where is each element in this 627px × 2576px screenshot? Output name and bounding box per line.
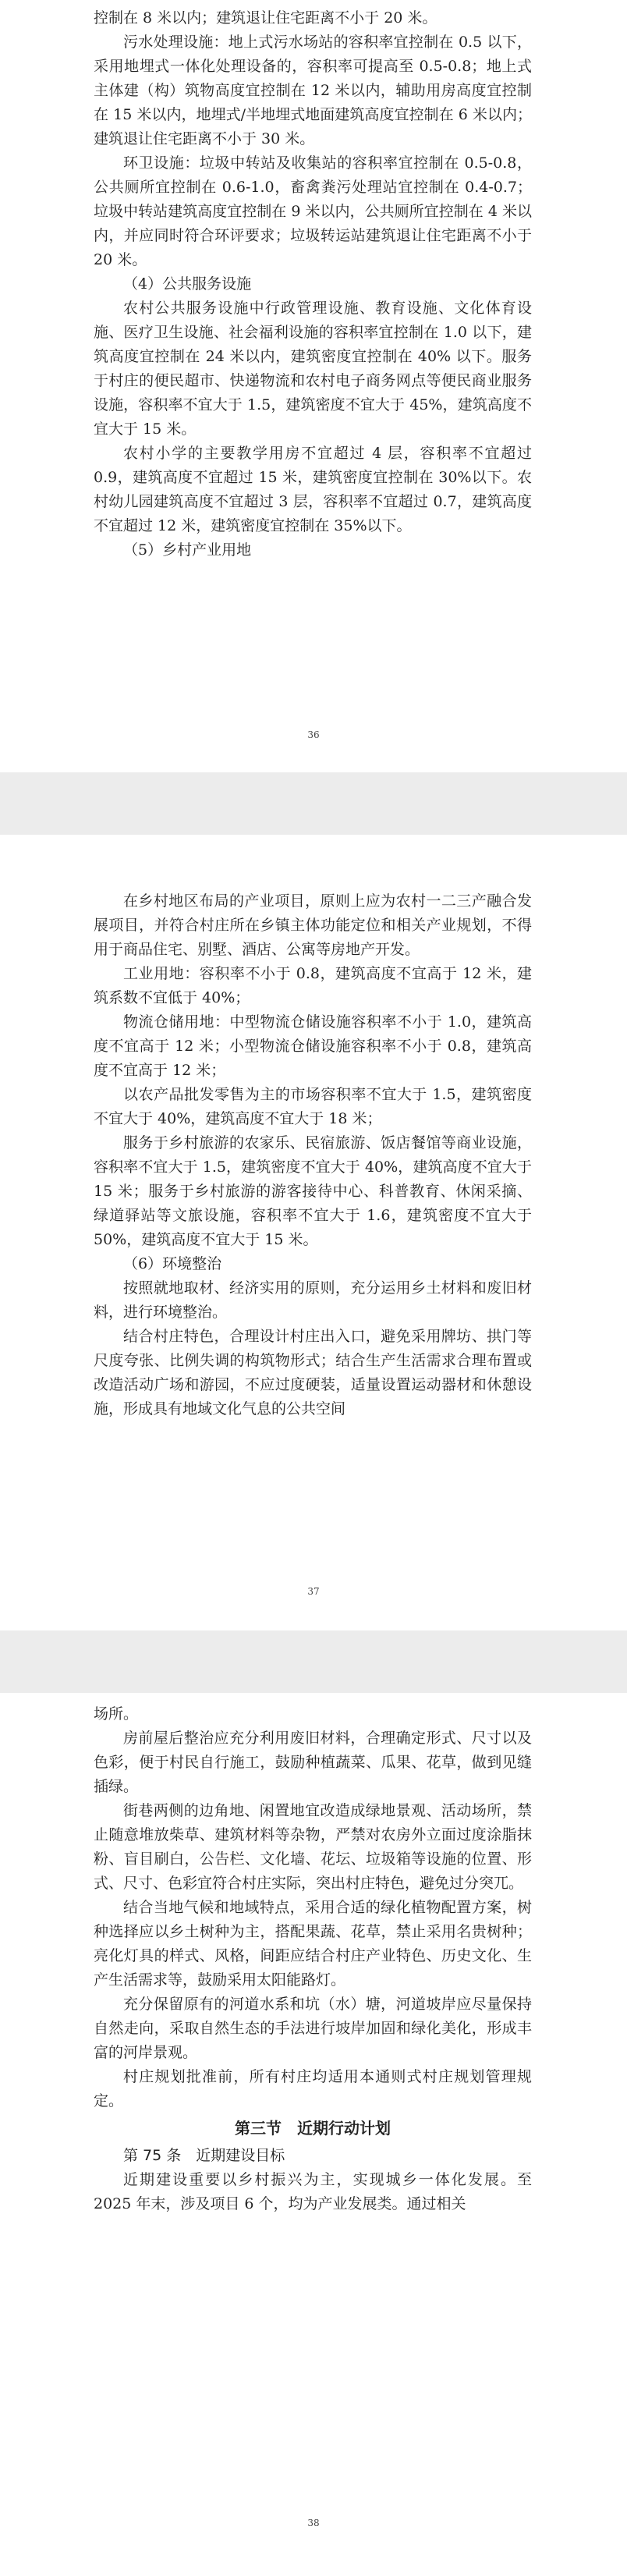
body-paragraph: 服务于乡村旅游的农家乐、民宿旅游、饭店餐馆等商业设施，容积率不宜大于 1.5，建筑密度不宜大于 40%，建筑高度不宜大于 15 米；服务于乡村旅游的游客接待中心、科普教育、休闲采摘、绿道驿站等文旅设施，容积率不宜大于 1.6，建筑密度不宜大于 50%，建筑高度不宜大于 15 米。 — [94, 1134, 532, 1248]
page-number: 37 — [307, 1586, 320, 1597]
subsection-heading: （6）环境整治 — [123, 1255, 222, 1272]
page-38 — [0, 1693, 627, 2576]
body-paragraph: 污水处理设施：地上式污水场站的容积率宜控制在 0.5 以下，采用地埋式一体化处理设备的，容积率可提高至 0.5-0.8；地上式主体建（构）筑物高度宜控制在 12 米以内，辅助用房高度宜控制在 15 米以内，地埋式/半地埋式地面建筑高度宜控制在 6 米以内；建筑退让住宅距离不小于 30 米。 — [94, 34, 532, 147]
body-paragraph: 在乡村地区布局的产业项目，原则上应为农村一二三产融合发展项目，并符合村庄所在乡镇主体功能定位和相关产业规划，不得用于商品住宅、别墅、酒店、公寓等房地产开发。 — [94, 892, 532, 958]
page-37-content — [94, 889, 532, 1421]
body-paragraph: 按照就地取材、经济实用的原则，充分运用乡土材料和废旧材料，进行环境整治。 — [94, 1279, 532, 1321]
subsection-heading: （4）公共服务设施 — [123, 275, 252, 293]
body-paragraph: 结合当地气候和地域特点，采用合适的绿化植物配置方案，树种选择应以乡土树种为主，搭配果蔬、花草，禁止采用名贵树种；亮化灯具的样式、风格，间距应结合村庄产业特色、历史文化、生产生活需求等，鼓励采用太阳能路灯。 — [94, 1899, 532, 1989]
section-title: 第三节 近期行动计划 — [235, 2119, 391, 2138]
body-paragraph: 结合村庄特色，合理设计村庄出入口，避免采用牌坊、拱门等尺度夸张、比例失调的构筑物形式；结合生产生活需求合理布置或改造活动广场和游园，不应过度硬装，适量设置运动器材和休憩设施，形成具有地域文化气息的公共空间 — [94, 1328, 532, 1418]
article-heading: 第 75 条 近期建设目标 — [123, 2147, 285, 2164]
page-number: 36 — [307, 729, 320, 740]
page-36-content — [94, 6, 532, 562]
body-paragraph: 环卫设施：垃圾中转站及收集站的容积率宜控制在 0.5-0.8，公共厕所宜控制在 0.6-1.0，畜禽粪污处理站宜控制在 0.4-0.7；垃圾中转站建筑高度宜控制在 9 米以内，公共厕所宜控制在 4 米以内，并应同时符合环评要求；垃圾转运站建筑退让住宅距离不小于 20 米。 — [94, 154, 532, 268]
body-paragraph: 物流仓储用地：中型物流仓储设施容积率不小于 1.0，建筑高度不宜高于 12 米；小型物流仓储设施容积率不小于 0.8，建筑高度不宜高于 12 米； — [94, 1013, 532, 1079]
body-paragraph: 街巷两侧的边角地、闲置地宜改造成绿地景观、活动场所，禁止随意堆放柴草、建筑材料等杂物，严禁对农房外立面过度涂脂抹粉、盲目刷白，公告栏、文化墙、花坛、垃圾箱等设施的位置、形式、尺寸、色彩宜符合村庄实际，突出村庄特色，避免过分突兀。 — [94, 1802, 532, 1892]
page-36 — [0, 0, 627, 772]
page-number: 38 — [307, 2517, 320, 2528]
body-paragraph: 以农产品批发零售为主的市场容积率不宜大于 1.5，建筑密度不宜大于 40%，建筑高度不宜大于 18 米； — [94, 1086, 532, 1127]
body-paragraph: 场所。 — [94, 1705, 139, 1723]
body-paragraph: 农村公共服务设施中行政管理设施、教育设施、文化体育设施、医疗卫生设施、社会福利设施的容积率宜控制在 1.0 以下，建筑高度宜控制在 24 米以内，建筑密度宜控制在 40% 以下。服务于村庄的便民超市、快递物流和农村电子商务网点等便民商业服务设施，容积率不宜大于 1.5，建筑密度不宜大于 45%，建筑高度不宜大于 15 米。 — [94, 300, 532, 438]
page-gap — [0, 1630, 627, 1693]
subsection-heading: （5）乡村产业用地 — [123, 541, 252, 559]
body-paragraph: 工业用地：容积率不小于 0.8，建筑高度不宜高于 12 米，建筑系数不宜低于 40%； — [94, 965, 532, 1006]
page-gap — [0, 772, 627, 835]
page-37 — [0, 835, 627, 1630]
body-paragraph: 控制在 8 米以内；建筑退让住宅距离不小于 20 米。 — [94, 9, 437, 27]
body-paragraph: 农村小学的主要教学用房不宜超过 4 层，容积率不宜超过 0.9，建筑高度不宜超过 15 米，建筑密度宜控制在 30%以下。农村幼儿园建筑高度不宜超过 3 层，容积率不宜超过 0.7，建筑高度不宜超过 12 米，建筑密度宜控制在 35%以下。 — [94, 445, 532, 534]
body-paragraph: 房前屋后整治应充分利用废旧材料，合理确定形式、尺寸以及色彩，便于村民自行施工，鼓励种植蔬菜、瓜果、花草，做到见缝插绿。 — [94, 1730, 532, 1795]
body-paragraph: 村庄规划批准前，所有村庄均适用本通则式村庄规划管理规定。 — [94, 2068, 532, 2109]
page-38-content — [94, 1702, 532, 2216]
body-paragraph: 充分保留原有的河道水系和坑（水）塘，河道坡岸应尽量保持自然走向，采取自然生态的手法进行坡岸加固和绿化美化，形成丰富的河岸景观。 — [94, 1996, 532, 2061]
body-paragraph: 近期建设重要以乡村振兴为主，实现城乡一体化发展。至 2025 年末，涉及项目 6 个，均为产业发展类。通过相关 — [94, 2171, 532, 2212]
